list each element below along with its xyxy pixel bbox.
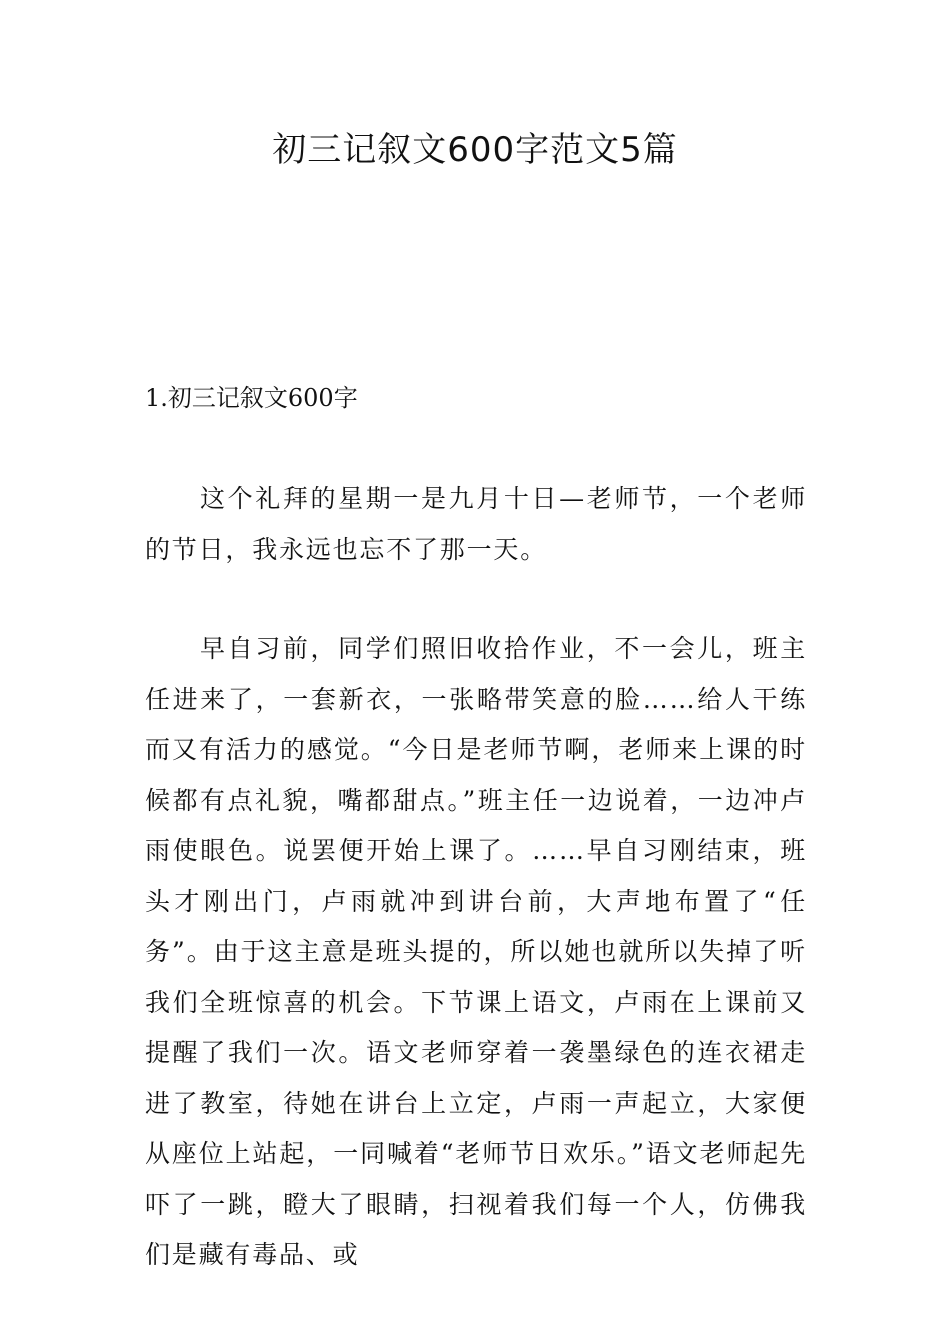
body-paragraph: 这个礼拜的星期一是九月十日—老师节，一个老师的节日，我永远也忘不了那一天。: [145, 484, 807, 564]
section-heading: 1.初三记叙文600字: [145, 384, 358, 412]
document-title: 初三记叙文600字范文5篇: [272, 130, 678, 170]
body-paragraph: 早自习前，同学们照旧收拾作业，不一会儿，班主任进来了，一套新衣，一张略带笑意的脸……给人干练而又有活力的感觉。“今日是老师节啊，老师来上课的时候都有点礼貌，嘴都甜点。”班主任一边说着，一边冲卢雨使眼色。说罢便开始上课了。……早自习刚结束，班头才刚出门，卢雨就冲到讲台前，大声地布置了“任务”。由于这主意是班头提的，所以她也就所以失掉了听我们全班惊喜的机会。下节课上语文，卢雨在上课前又提醒了我们一次。语文老师穿着一袭墨绿色的连衣裙走进了教室，待她在讲台上立定，卢雨一声起立，大家便从座位上站起，一同喊着“老师节日欢乐。”语文老师起先吓了一跳，瞪大了眼睛，扫视着我们每一个人，仿佛我们是藏有毒品、或: [145, 634, 807, 1269]
